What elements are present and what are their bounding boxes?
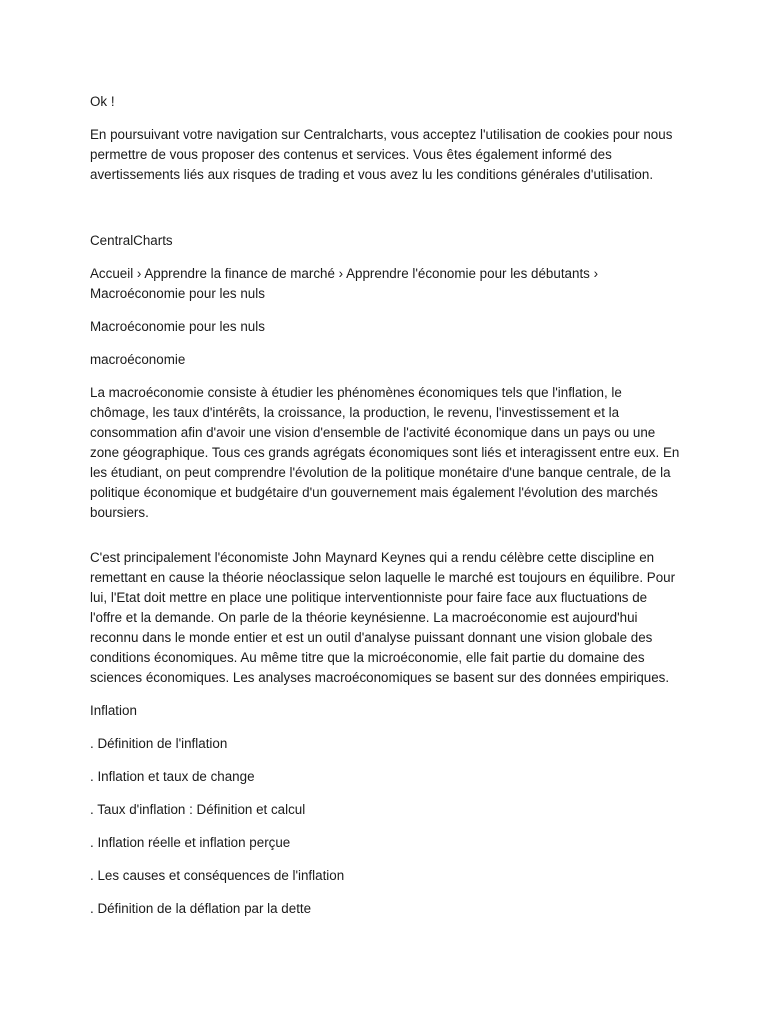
breadcrumb-current: Macroéconomie pour les nuls xyxy=(90,286,265,301)
inflation-heading: Inflation xyxy=(90,703,137,718)
link-definition-inflation[interactable]: . Définition de l'inflation xyxy=(90,736,228,751)
breadcrumb-separator: › xyxy=(136,266,142,281)
breadcrumb-finance[interactable]: Apprendre la finance de marché xyxy=(144,266,335,281)
cookie-ok-button[interactable]: Ok ! xyxy=(90,94,115,109)
breadcrumb-economie[interactable]: Apprendre l'économie pour les débutants xyxy=(346,266,590,281)
link-deflation-dette[interactable]: . Définition de la déflation par la dette xyxy=(90,901,312,916)
breadcrumb-separator: › xyxy=(593,266,599,281)
link-taux-inflation[interactable]: . Taux d'inflation : Définition et calcul xyxy=(90,802,306,817)
cookie-notice: En poursuivant votre navigation sur Centralcharts, vous acceptez l'utilisation de cookies pour nous permettre de vous proposer des contenus et services. Vous êtes également informé des avertissements liés aux risques de trading et vous avez lu les conditions générales d'utilisation. xyxy=(90,127,673,182)
article-paragraph-2: C'est principalement l'économiste John Maynard Keynes qui a rendu célèbre cette discipline en remettant en cause la théorie néoclassique selon laquelle le marché est toujours en équilibre. Pour lui, l'Etat doit mettre en place une politique interventionniste pour faire face aux fluctuations de l'offre et la demande. On parle de la théorie keynésienne. La macroéconomie est aujourd'hui reconnu dans le monde entier et est un outil d'analyse puissant donnant une vision globale des conditions économiques. Au même titre que la microéconomie, elle fait partie du domaine des sciences économiques. Les analyses macroéconomiques se basent sur des données empiriques. xyxy=(90,550,676,685)
page-title: Macroéconomie pour les nuls xyxy=(90,319,265,334)
link-inflation-taux-change[interactable]: . Inflation et taux de change xyxy=(90,769,255,784)
breadcrumb xyxy=(90,264,680,304)
link-inflation-reelle-percue[interactable]: . Inflation réelle et inflation perçue xyxy=(90,835,291,850)
site-name: CentralCharts xyxy=(90,233,173,248)
breadcrumb-home[interactable]: Accueil xyxy=(90,266,134,281)
article-paragraph-1: La macroéconomie consiste à étudier les phénomènes économiques tels que l'inflation, le chômage, les taux d'intérêts, la croissance, la production, le revenu, l'investissement et la consommation afin d'avoir une vision d'ensemble de l'activité économique dans un pays ou une zone géographique. Tous ces grands agrégats économiques sont liés et interagissent entre eux. En les étudiant, on peut comprendre l'évolution de la politique monétaire d'une banque centrale, de la politique économique et budgétaire d'un gouvernement mais également l'évolution des marchés boursiers. xyxy=(90,385,680,520)
link-causes-consequences[interactable]: . Les causes et conséquences de l'inflation xyxy=(90,868,345,883)
article-keyword: macroéconomie xyxy=(90,352,186,367)
breadcrumb-separator: › xyxy=(338,266,344,281)
